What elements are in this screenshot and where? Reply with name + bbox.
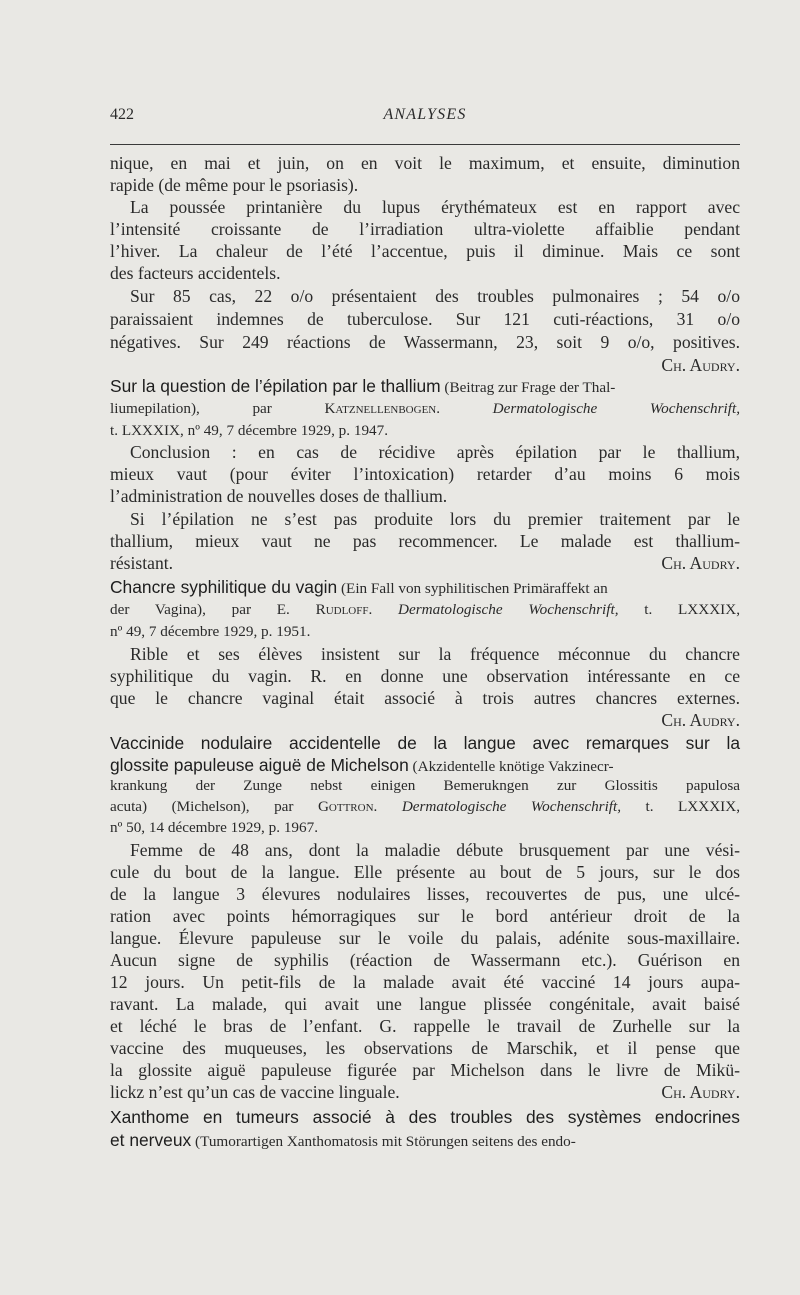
- article-reference: krankung der Zunge nebst einigen Bemerukngen zur Glossitis papulosa: [110, 777, 740, 794]
- body-line: l’intensité croissante de l’irradiation ultra-violette affaiblie pendant: [110, 219, 740, 239]
- journal-name: Dermatologische Wochenschrift,: [398, 601, 619, 618]
- body-line: 12 jours. Un petit-fils de la malade avait été vacciné 14 jours aupa-: [110, 972, 740, 992]
- body-line: syphilitique du vagin. R. en donne une observation intéressante en ce: [110, 666, 740, 686]
- article-title: Sur la question de l’épilation par le thallium: [110, 376, 441, 396]
- running-title: ANALYSES: [383, 106, 467, 123]
- article-reference: (Akzidentelle knötige Vakzinecr-: [408, 758, 614, 775]
- body-line: rapide (de même pour le psoriasis).: [110, 175, 359, 195]
- body-line: Aucun signe de syphilis (réaction de Wassermann etc.). Guérison en: [110, 950, 740, 970]
- article-reference: [110, 797, 740, 819]
- signature: Ch. Audry.: [661, 710, 740, 730]
- body-line: Femme de 48 ans, dont la maladie débute brusquement par une vési-: [130, 840, 740, 860]
- article-heading: [110, 1130, 740, 1152]
- author-name: Katznellenbogen: [324, 400, 437, 417]
- ref-text: t. LXXXIX,: [618, 601, 740, 618]
- author-name: Gottron: [317, 798, 374, 815]
- ref-text: acuta) (Michelson), par: [110, 798, 318, 815]
- signature: Ch. Audry.: [661, 1082, 740, 1102]
- body-line: l’administration de nouvelles doses de thallium.: [110, 486, 448, 506]
- body-line: cule du bout de la langue. Elle présente au bout de 5 jours, sur le dos: [110, 862, 740, 882]
- article-heading: [110, 733, 740, 755]
- article-heading: [110, 376, 740, 398]
- ref-text: .: [436, 400, 493, 417]
- signature: Ch. Audry.: [661, 355, 740, 375]
- body-line: l’hiver. La chaleur de l’été l’accentue, puis il diminue. Mais ce sont: [110, 241, 740, 261]
- header-rule: [110, 144, 740, 145]
- body-line: thallium, mieux vaut ne pas recommencer. Le malade est thallium-: [110, 531, 740, 551]
- article-reference: (Tumorartigen Xanthomatosis mit Störungen seitens des endo-: [191, 1133, 576, 1150]
- body-line: langue. Élevure papuleuse sur le voile du palais, adénite sous-maxillaire.: [110, 928, 740, 948]
- body-line: Si l’épilation ne s’est pas produite lors du premier traitement par le: [130, 509, 740, 529]
- article-reference: nº 50, 14 décembre 1929, p. 1967.: [110, 819, 319, 836]
- ref-text: der Vagina), par E.: [110, 601, 316, 618]
- ref-text: liumepilation), par: [110, 400, 325, 417]
- body-line: et léché le bras de l’enfant. G. rappelle le travail de Zurhelle sur la: [110, 1016, 740, 1036]
- body-line: la glossite aiguë papuleuse figurée par Michelson dans le livre de Mikü-: [110, 1060, 740, 1080]
- body-line: Conclusion : en cas de récidive après épilation par le thallium,: [130, 442, 740, 462]
- article-reference: (Beitrag zur Frage der Thal-: [440, 379, 616, 396]
- article-heading: [110, 1107, 740, 1129]
- journal-name: Dermatologische Wochenschrift,: [492, 400, 740, 417]
- article-reference: [110, 600, 740, 622]
- author-name: Rudloff: [315, 601, 369, 618]
- body-line: paraissaient indemnes de tuberculose. Sur 121 cuti-réactions, 31 o/o: [110, 309, 740, 329]
- article-heading: [110, 755, 740, 777]
- body-line: vaccine des muqueuses, les observations de Marschik, et il pense que: [110, 1038, 740, 1058]
- article-reference: t. LXXXIX, nº 49, 7 décembre 1929, p. 1947.: [110, 422, 389, 439]
- body-line: ravant. La malade, qui avait une langue plissée congénitale, avait baisé: [110, 994, 740, 1014]
- body-line: négatives. Sur 249 réactions de Wassermann, 23, soit 9 o/o, positives.: [110, 332, 740, 352]
- article-title: Xanthome en tumeurs associé à des troubles des systèmes endocrines: [110, 1107, 740, 1127]
- article-reference: [110, 399, 740, 421]
- journal-name: Dermatologische Wochenschrift,: [401, 798, 622, 815]
- body-line: de la langue 3 élevures nodulaires lisses, recouvertes de pus, une ulcé-: [110, 884, 740, 904]
- article-reference: (Ein Fall von syphilitischen Primäraffekt an: [337, 580, 608, 597]
- article-title: et nerveux: [110, 1130, 192, 1150]
- article-title: Vaccinide nodulaire accidentelle de la langue avec remarques sur la: [110, 733, 740, 753]
- body-line: des facteurs accidentels.: [110, 263, 281, 283]
- running-header: [110, 106, 740, 132]
- ref-text: t. LXXXIX,: [621, 798, 741, 815]
- signature: Ch. Audry.: [661, 553, 740, 573]
- ref-text: .: [368, 601, 399, 618]
- body-line: La poussée printanière du lupus érythémateux est en rapport avec: [130, 197, 740, 217]
- article-title: glossite papuleuse aiguë de Michelson: [110, 755, 409, 775]
- page-number: 422: [110, 106, 134, 123]
- body-line: Rible et ses élèves insistent sur la fréquence méconnue du chancre: [130, 644, 740, 664]
- article-title: Chancre syphilitique du vagin: [110, 577, 338, 597]
- article-heading: [110, 577, 740, 599]
- article-reference: nº 49, 7 décembre 1929, p. 1951.: [110, 623, 311, 640]
- body-line: mieux vaut (pour éviter l’intoxication) retarder d’au moins 6 mois: [110, 464, 740, 484]
- ref-text: .: [373, 798, 402, 815]
- body-line: résistant.: [110, 553, 174, 573]
- body-line: Sur 85 cas, 22 o/o présentaient des troubles pulmonaires ; 54 o/o: [130, 286, 740, 306]
- body-line: nique, en mai et juin, on en voit le maximum, et ensuite, diminution: [110, 153, 740, 173]
- body-line: lickz n’est qu’un cas de vaccine linguale.: [110, 1082, 400, 1102]
- body-line: ration avec points hémorragiques sur le bord antérieur droit de la: [110, 906, 740, 926]
- body-line: que le chancre vaginal était associé à trois autres chancres externes.: [110, 688, 740, 708]
